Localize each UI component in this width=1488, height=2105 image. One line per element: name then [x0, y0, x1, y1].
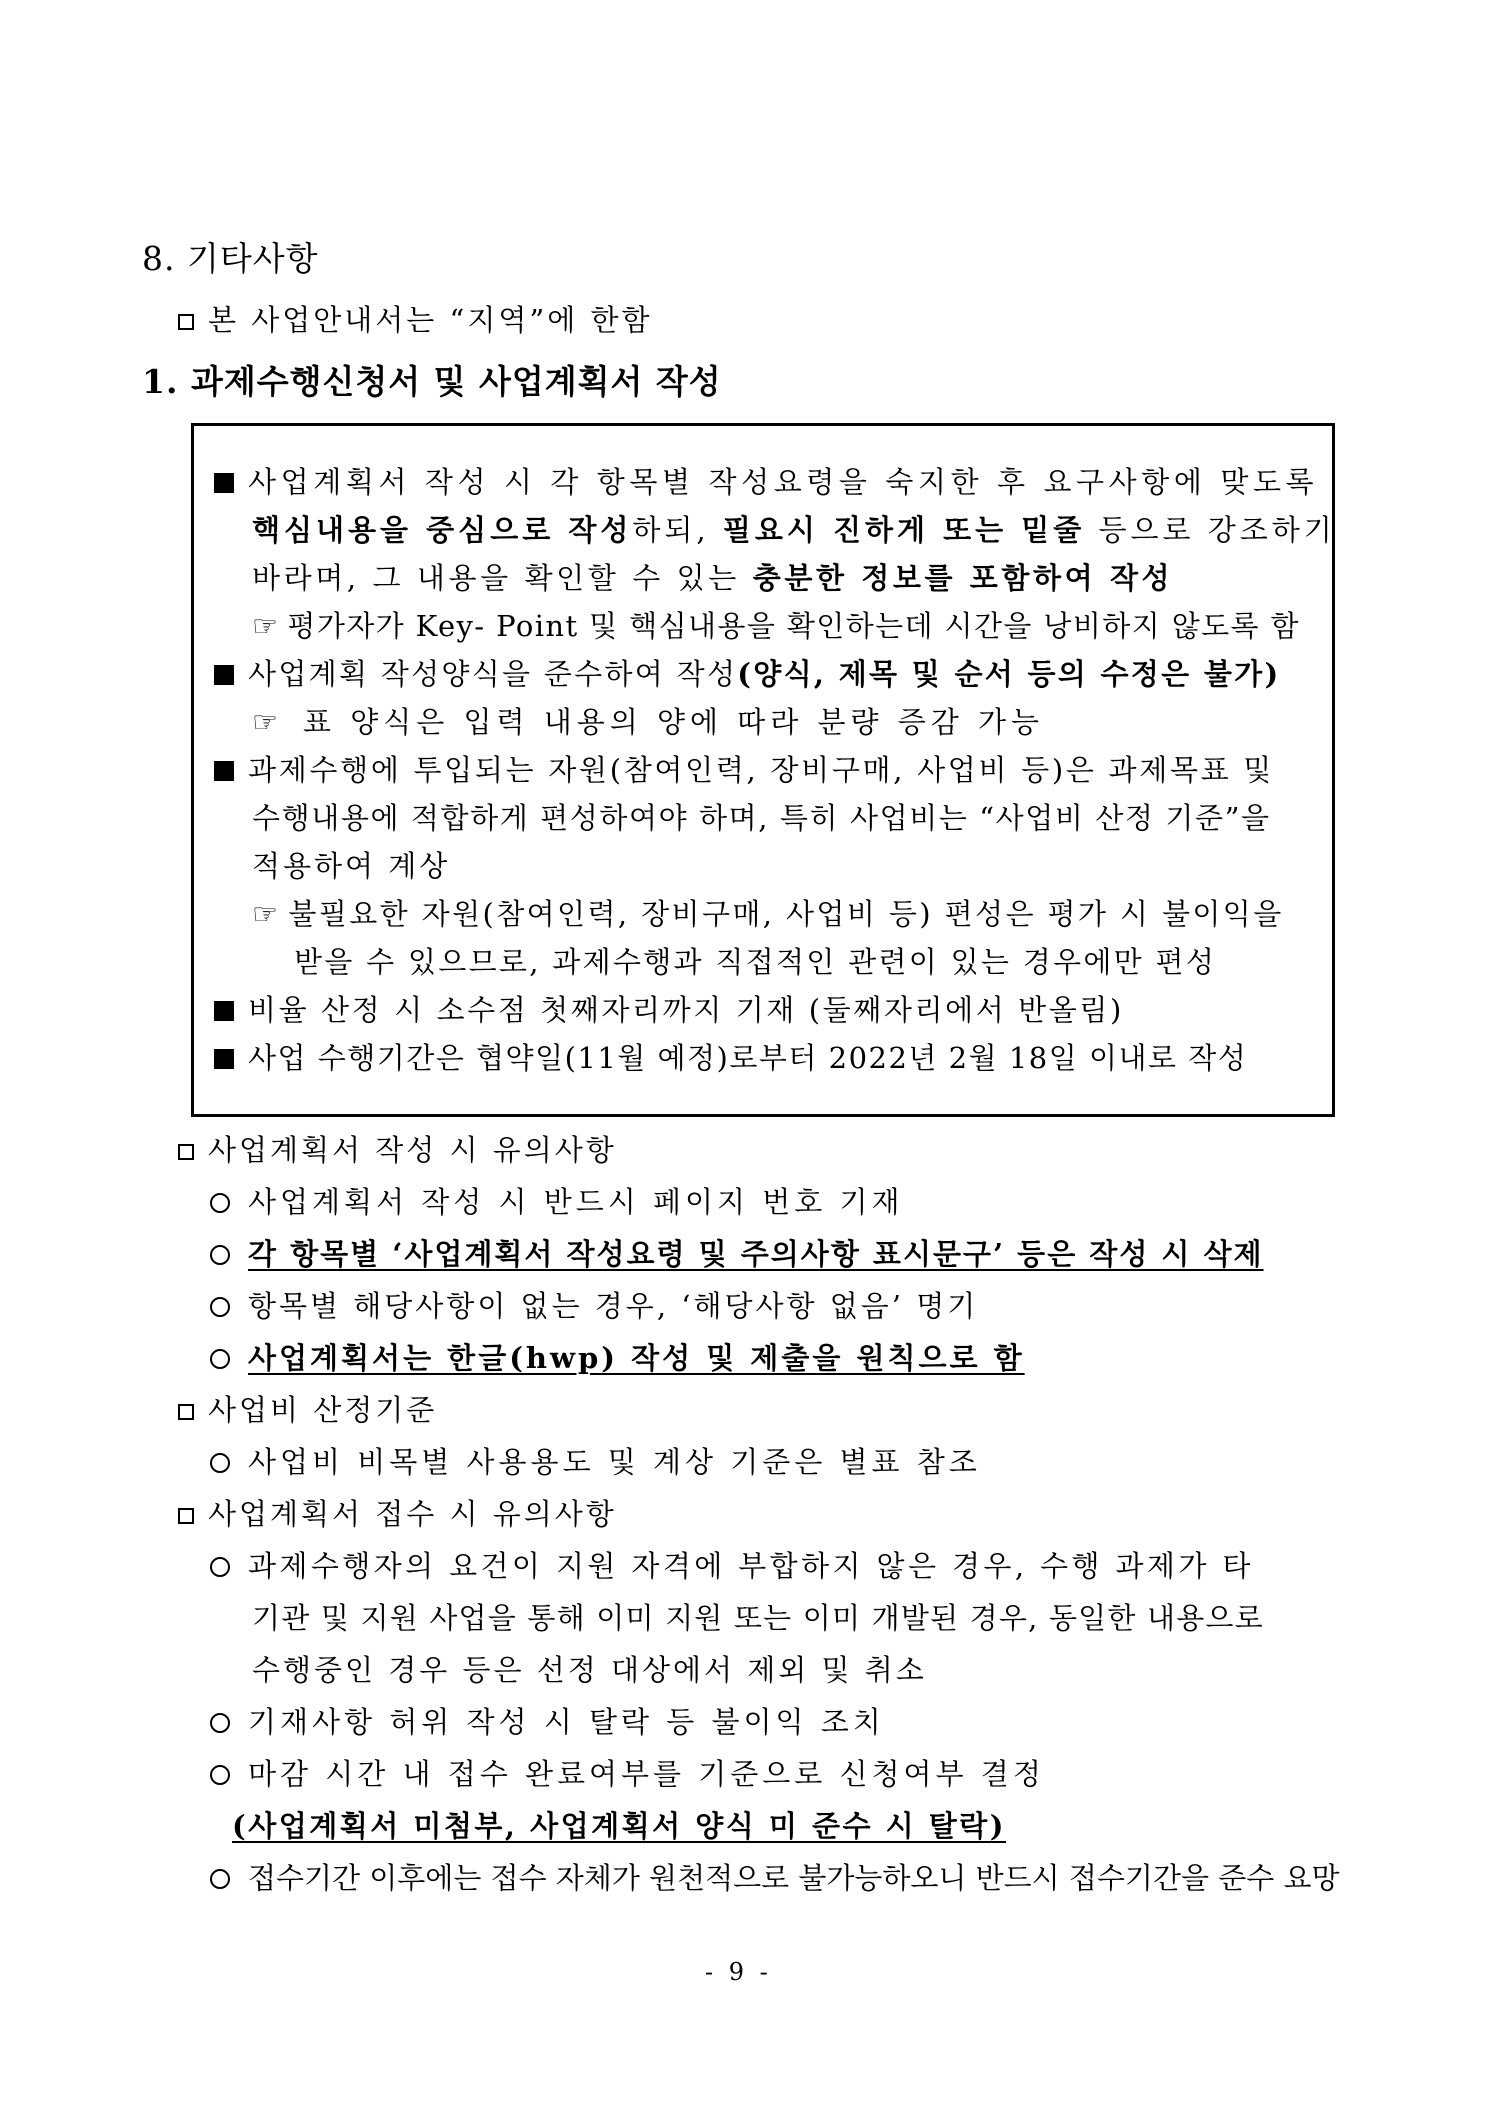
circle-bullet-icon	[210, 1765, 230, 1785]
checkbox-bullet-icon	[178, 1404, 194, 1420]
circle-bullet-icon	[210, 1297, 230, 1317]
box-note-1: ☞ 평가자가 Key- Point 및 핵심내용을 확인하는데 시간을 낭비하지 않도록 함	[252, 609, 1300, 643]
box-note-3: ☞ 불필요한 자원(참여인력, 장비구매, 사업비 등) 편성은 평가 시 불이익을	[252, 897, 1284, 931]
square-bullet-icon	[214, 1001, 234, 1021]
circle-bullet-icon	[210, 1557, 230, 1577]
circle-bullet-icon	[210, 1349, 230, 1369]
notes-item-6: 과제수행자의 요건이 지원 자격에 부합하지 않은 경우, 수행 과제가 타	[210, 1544, 1254, 1585]
notes-item-9: 접수기간 이후에는 접수 자체가 원천적으로 불가능하오니 반드시 접수기간을 준수 요망	[210, 1856, 1339, 1897]
box-paragraph-3-line-2: 수행내용에 적합하게 편성하여야 하며, 특히 사업비는 “사업비 산정 기준”을	[252, 801, 1271, 835]
notes-item-5: 사업비 비목별 사용용도 및 계상 기준은 별표 참조	[210, 1440, 981, 1481]
checkbox-bullet-icon	[178, 1144, 194, 1160]
box-note-3-line-2: 받을 수 있으므로, 과제수행과 직접적인 관련이 있는 경우에만 편성	[294, 945, 1217, 979]
notes-item-8: 마감 시간 내 접수 완료여부를 기준으로 신청여부 결정	[210, 1752, 1045, 1793]
circle-bullet-icon	[210, 1453, 230, 1473]
notes-item-1: 사업계획서 작성 시 반드시 페이지 번호 기재	[210, 1180, 904, 1221]
notes-heading-3: 사업계획서 접수 시 유의사항	[178, 1492, 617, 1533]
box-paragraph-5: 사업 수행기간은 협약일(11월 예정)로부터 2022년 2월 18일 이내로 작성	[214, 1036, 1247, 1077]
circle-bullet-icon	[210, 1713, 230, 1733]
page-number: - 9 -	[705, 1958, 772, 1986]
square-bullet-icon	[214, 473, 234, 493]
checkbox-bullet-icon	[178, 314, 194, 330]
box-paragraph-3-line-3: 적용하여 계상	[252, 849, 451, 883]
box-paragraph-1-line-2: 핵심내용을 중심으로 작성하되, 필요시 진하게 또는 밑줄 등으로 강조하기	[252, 513, 1336, 547]
notes-item-6-line-3: 수행중인 경우 등은 선정 대상에서 제외 및 취소	[252, 1653, 927, 1687]
square-bullet-icon	[214, 761, 234, 781]
circle-bullet-icon	[210, 1869, 230, 1889]
notes-item-8-note: (사업계획서 미첨부, 사업계획서 양식 미 준수 시 탈락)	[232, 1809, 1007, 1843]
circle-bullet-icon	[210, 1245, 230, 1265]
square-bullet-icon	[214, 665, 234, 685]
notes-heading-1: 사업계획서 작성 시 유의사항	[178, 1128, 617, 1169]
notes-item-4: 사업계획서는 한글(hwp) 작성 및 제출을 원칙으로 함	[210, 1336, 1025, 1377]
notes-item-6-line-2: 기관 및 지원 사업을 통해 이미 지원 또는 이미 개발된 경우, 동일한 내용으로	[252, 1601, 1264, 1635]
pointing-hand-icon: ☞	[252, 897, 281, 931]
square-bullet-icon	[214, 1049, 234, 1069]
section-8-title: 8. 기타사항	[142, 239, 319, 278]
section-8-item	[178, 298, 652, 339]
notes-item-7: 기재사항 허위 작성 시 탈락 등 불이익 조치	[210, 1700, 885, 1741]
box-paragraph-3: 과제수행에 투입되는 자원(참여인력, 장비구매, 사업비 등)은 과제목표 및	[214, 748, 1274, 789]
notes-item-3: 항목별 해당사항이 없는 경우, ‘해당사항 없음’ 명기	[210, 1284, 978, 1325]
box-note-2: ☞ 표 양식은 입력 내용의 양에 따라 분량 증감 가능	[252, 705, 1045, 739]
pointing-hand-icon: ☞	[252, 609, 280, 643]
section-1-title: 1. 과제수행신청서 및 사업계획서 작성	[142, 362, 722, 401]
notes-heading-2: 사업비 산정기준	[178, 1388, 437, 1429]
box-paragraph-1: 사업계획서 작성 시 각 항목별 작성요령을 숙지한 후 요구사항에 맞도록	[214, 460, 1318, 501]
box-paragraph-4: 비율 산정 시 소수점 첫째자리까지 기재 (둘째자리에서 반올림)	[214, 988, 1124, 1029]
pointing-hand-icon: ☞	[252, 705, 283, 739]
circle-bullet-icon	[210, 1193, 230, 1213]
box-paragraph-1-line-3: 바라며, 그 내용을 확인할 수 있는 충분한 정보를 포함하여 작성	[252, 561, 1174, 595]
notes-item-2: 각 항목별 ‘사업계획서 작성요령 및 주의사항 표시문구’ 등은 작성 시 삭제	[210, 1232, 1264, 1273]
checkbox-bullet-icon	[178, 1508, 194, 1524]
section-8-item-text: 본 사업안내서는 “지역”에 한함	[208, 303, 653, 337]
box-paragraph-2: 사업계획 작성양식을 준수하여 작성(양식, 제목 및 순서 등의 수정은 불가)	[214, 652, 1280, 693]
